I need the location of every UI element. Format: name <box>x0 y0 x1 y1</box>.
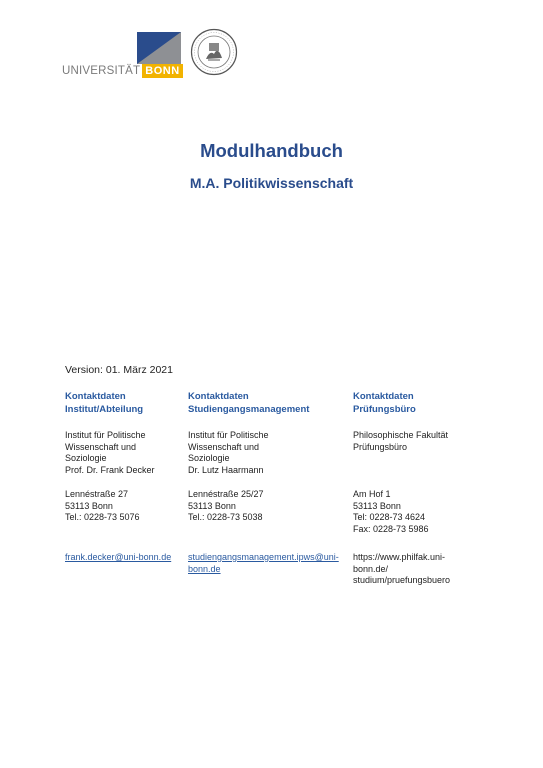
heading-line: Studiengangsmanagement <box>188 403 310 415</box>
website-link-line[interactable]: studium/pruefungsbuero <box>353 575 451 586</box>
org-line: Wissenschaft und <box>188 441 260 452</box>
university-logo-mark-icon <box>137 32 181 64</box>
address-line: Tel.: 0228-73 5076 <box>65 512 140 523</box>
org-line: Soziologie <box>188 453 230 464</box>
org-line: Prüfungsbüro <box>353 441 408 452</box>
org-line: Wissenschaft und <box>65 441 137 452</box>
heading-line: Kontaktdaten <box>65 391 126 402</box>
address-line: Lennéstraße 25/27 <box>188 489 264 499</box>
org-line: Dr. Lutz Haarmann <box>188 464 264 475</box>
document-subtitle: M.A. Politikwissenschaft <box>189 175 354 191</box>
contact-email-link[interactable] <box>65 552 171 564</box>
email-link-line[interactable]: studiengangsmanagement.ipws@uni- <box>188 552 339 562</box>
org-line: Institut für Politische <box>65 430 146 440</box>
address-line: Fax: 0228-73 5986 <box>353 523 429 534</box>
address-line: Tel: 0228-73 4624 <box>353 512 426 523</box>
address-line: 53113 Bonn <box>188 500 236 511</box>
heading-line: Institut/Abteilung <box>65 403 144 415</box>
faculty-seal-icon <box>190 28 238 76</box>
contact-organization <box>188 430 269 476</box>
contact-column-institute <box>65 391 185 562</box>
contact-heading <box>65 391 185 416</box>
org-line: Philosophische Fakultät <box>353 430 449 440</box>
logo-bonn-text: BONN <box>142 64 182 78</box>
address-line: 53113 Bonn <box>353 500 401 511</box>
contact-column-program-management <box>188 391 348 574</box>
version-date: Version: 01. März 2021 <box>65 364 173 376</box>
contact-organization <box>65 430 155 476</box>
website-link-line[interactable]: bonn.de/ <box>353 563 389 574</box>
contact-email-link[interactable] <box>188 552 339 575</box>
contact-address <box>188 489 264 524</box>
address-line: Lennéstraße 27 <box>65 489 129 499</box>
contact-heading <box>188 391 348 416</box>
heading-line: Prüfungsbüro <box>353 403 416 415</box>
address-line: 53113 Bonn <box>65 500 113 511</box>
contact-website-link[interactable] <box>353 552 450 587</box>
address-line: Tel.: 0228-73 5038 <box>188 512 263 523</box>
document-title: Modulhandbuch <box>200 140 343 161</box>
org-line: Institut für Politische <box>188 430 269 440</box>
email-link-line[interactable]: frank.decker@uni-bonn.de <box>65 552 172 562</box>
heading-line: Kontaktdaten <box>353 391 414 402</box>
contact-column-exam-office <box>353 391 473 586</box>
contact-address <box>353 489 429 535</box>
email-link-line[interactable]: bonn.de <box>188 563 221 574</box>
website-link-line[interactable]: https://www.philfak.uni- <box>353 552 446 562</box>
logo-uni-text: UNIVERSITÄT <box>62 65 141 77</box>
heading-line: Kontaktdaten <box>188 391 249 402</box>
org-line: Prof. Dr. Frank Decker <box>65 464 155 475</box>
contact-heading <box>353 391 473 416</box>
address-line: Am Hof 1 <box>353 489 391 499</box>
contact-organization <box>353 430 448 453</box>
org-line: Soziologie <box>65 453 107 464</box>
university-logo-wordmark <box>62 64 183 78</box>
contact-address <box>65 489 140 524</box>
